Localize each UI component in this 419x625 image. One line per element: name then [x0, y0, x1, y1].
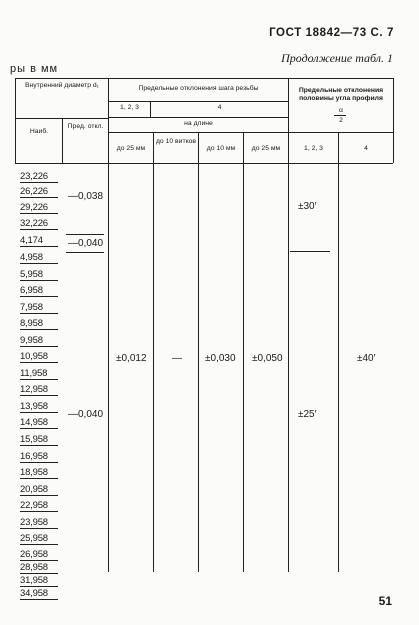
table-row — [20, 533, 58, 545]
table-row — [20, 318, 58, 330]
row-value: 26,226 — [20, 186, 58, 198]
table-row — [20, 335, 58, 347]
table-row — [20, 401, 58, 413]
pitch-value-a: ±0,012 — [116, 353, 147, 364]
table-row — [20, 517, 58, 529]
row-value: 25,958 — [20, 533, 58, 545]
pitch-value-d: ±0,050 — [252, 353, 283, 364]
dev-value-3: —0,040 — [68, 409, 104, 420]
units-label: ры в мм — [10, 63, 59, 75]
angle-value-3: ±40′ — [357, 353, 376, 364]
header-dev: Пред. откл. — [67, 123, 104, 130]
table-row — [20, 235, 58, 247]
table-row — [20, 575, 58, 587]
table-row — [20, 186, 58, 198]
table-row — [20, 549, 58, 561]
table-row — [20, 562, 58, 574]
row-value: 29,226 — [20, 202, 58, 214]
row-value: 28,958 — [20, 562, 58, 574]
page-number: 51 — [378, 594, 392, 608]
header-len-25: до 25 мм — [116, 145, 146, 152]
row-value: 4,174 — [20, 235, 58, 247]
continuation-label: Продолжение табл. 1 — [281, 51, 393, 65]
table-row — [20, 451, 58, 463]
table-row — [20, 171, 58, 183]
row-value: 34,958 — [20, 588, 58, 600]
header-half-angle: Предельные отклонения половины угла профиля — [298, 87, 384, 103]
table-row — [20, 417, 58, 429]
table-row — [20, 302, 58, 314]
dev-value-1: —0,038 — [68, 191, 104, 202]
table-row — [20, 467, 58, 479]
angle-value-1: ±30′ — [298, 201, 317, 212]
row-value: 13,958 — [20, 401, 58, 413]
row-value: 23,226 — [20, 171, 58, 183]
row-value: 20,958 — [20, 484, 58, 496]
row-value: 26,958 — [20, 549, 58, 561]
header-inner-diameter: Внутренний диаметр d₁ — [25, 82, 99, 89]
row-value: 12,958 — [20, 384, 58, 396]
header-pitch: Предельные отклонения шага резьбы — [138, 85, 259, 92]
row-value: 4,958 — [20, 252, 58, 264]
table-row — [20, 368, 58, 380]
table-row — [20, 351, 58, 363]
header-len-10mm: до 10 мм — [206, 145, 236, 152]
header-on-length: на длине — [184, 120, 213, 127]
header-pitch-grp2: 4 — [217, 104, 222, 111]
row-value: 9,958 — [20, 335, 58, 347]
header-pitch-grp1: 1, 2, 3 — [120, 104, 139, 111]
table-row — [20, 384, 58, 396]
row-value: 15,958 — [20, 434, 58, 446]
table-row — [20, 218, 58, 230]
dev-value-2: —0,040 — [68, 238, 104, 249]
document-header: ГОСТ 18842—73 С. 7 — [269, 27, 394, 39]
table-row — [20, 434, 58, 446]
table-row — [20, 484, 58, 496]
half-angle-frac-bottom: 2 — [339, 117, 343, 124]
table-row — [20, 202, 58, 214]
pitch-value-c: ±0,030 — [205, 353, 236, 364]
row-value: 11,958 — [20, 368, 58, 380]
header-angle-grp2: 4 — [364, 145, 368, 152]
row-value: 8,958 — [20, 318, 58, 330]
pitch-value-b: — — [172, 353, 182, 364]
angle-value-2: ±25′ — [298, 409, 317, 420]
row-value: 10,958 — [20, 351, 58, 363]
header-len-10turns: до 10 витков — [155, 138, 197, 145]
table-row — [20, 588, 58, 600]
row-value: 32,226 — [20, 218, 58, 230]
row-value: 31,958 — [20, 575, 58, 587]
row-value: 5,958 — [20, 269, 58, 281]
table-row — [20, 285, 58, 297]
row-value: 18,958 — [20, 467, 58, 479]
row-value: 7,958 — [20, 302, 58, 314]
header-angle-grp1: 1, 2, 3 — [304, 145, 323, 152]
row-value: 23,958 — [20, 517, 58, 529]
header-nom: Наиб. — [29, 128, 49, 135]
row-value: 6,958 — [20, 285, 58, 297]
row-value: 22,958 — [20, 500, 58, 512]
half-angle-frac-top: α — [339, 107, 343, 114]
table-row — [20, 500, 58, 512]
row-value: 14,958 — [20, 417, 58, 429]
table-row — [20, 252, 58, 264]
header-len-25b: до 25 мм — [251, 145, 281, 152]
row-value: 16,958 — [20, 451, 58, 463]
table-row — [20, 269, 58, 281]
